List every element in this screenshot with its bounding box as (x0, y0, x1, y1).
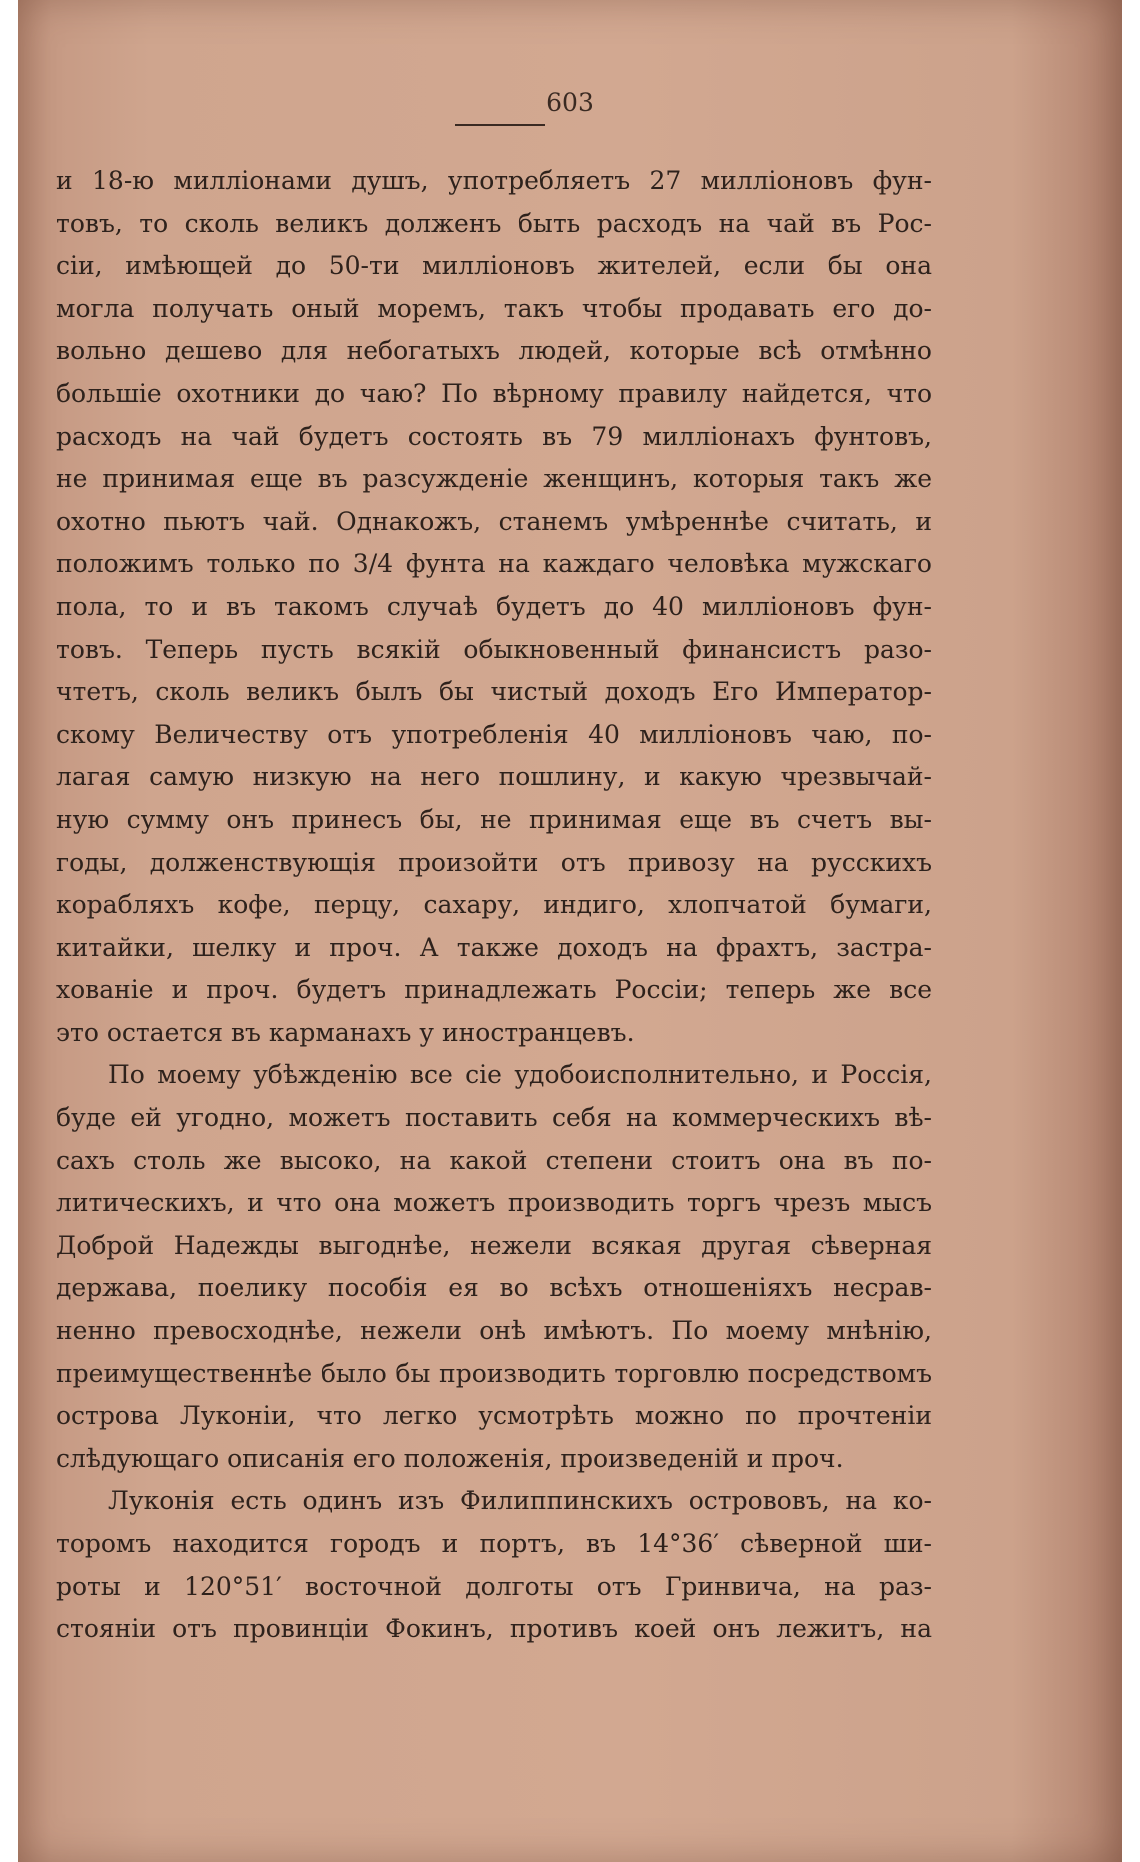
text-line: Луконія есть одинъ изъ Филиппинскихъ острововъ, на ко- (108, 1486, 932, 1516)
text-line: роты и 120°51′ восточной долготы отъ Гринвича, на раз- (56, 1571, 932, 1601)
text-line: китайки, шелку и проч. А также доходъ на фрахтъ, застра- (56, 932, 932, 962)
text-line: товъ. Теперь пусть всякій обыкновенный финансистъ разо- (56, 634, 932, 664)
text-line: годы, долженствующія произойти отъ привозу на русскихъ (56, 847, 932, 877)
text-line: чтетъ, сколь великъ былъ бы чистый доходъ Его Император- (56, 677, 932, 707)
text-line: не принимая еще въ разсужденіе женщинъ, которыя такъ же (56, 464, 932, 494)
text-line: положимъ только по 3/4 фунта на каждаго человѣка мужскаго (56, 549, 932, 579)
text-line: слѣдующаго описанія его положенія, произведеній и проч. (56, 1443, 844, 1473)
text-line: это остается въ карманахъ у иностранцевъ. (56, 1017, 635, 1047)
text-line: вольно дешево для небогатыхъ людей, которые всѣ отмѣнно (56, 336, 932, 366)
text-line: острова Луконіи, что легко усмотрѣть можно по прочтеніи (56, 1401, 932, 1431)
text-line: ную сумму онъ принесъ бы, не принимая еще въ счетъ вы- (56, 804, 932, 834)
text-line: лагая самую низкую на него пошлину, и какую чрезвычай- (56, 762, 932, 792)
text-line: ненно превосходнѣе, нежели онѣ имѣютъ. По моему мнѣнію, (56, 1316, 932, 1346)
text-line: По моему убѣжденію все сіе удобоисполнительно, и Россія, (108, 1060, 932, 1090)
text-line: охотно пьютъ чай. Однакожъ, станемъ умѣреннѣе считать, и (56, 506, 932, 536)
text-line: держава, поелику пособія ея во всѣхъ отношеніяхъ несрав- (56, 1273, 932, 1303)
body-text (56, 160, 932, 1651)
text-line: преимущественнѣе было бы производить торговлю посредствомъ (56, 1358, 932, 1388)
page-number-rule (455, 124, 545, 126)
text-line: пола, то и въ такомъ случаѣ будетъ до 40 милліоновъ фун- (56, 591, 932, 621)
text-line: буде ей угодно, можетъ поставить себя на коммерческихъ вѣ- (56, 1103, 932, 1133)
text-line: товъ, то сколь великъ долженъ быть расходъ на чай въ Рос- (56, 208, 932, 238)
text-line: сахъ столь же высоко, на какой степени стоитъ она въ по- (56, 1145, 932, 1175)
text-line: литическихъ, и что она можетъ производить торгъ чрезъ мысъ (56, 1188, 932, 1218)
text-line: и 18-ю милліонами душъ, употребляетъ 27 милліоновъ фун- (56, 166, 932, 195)
text-line: Доброй Надежды выгоднѣе, нежели всякая другая сѣверная (56, 1230, 932, 1260)
text-line: корабляхъ кофе, перцу, сахару, индиго, хлопчатой бумаги, (56, 890, 932, 920)
text-line: торомъ находится городъ и портъ, въ 14°36′ сѣверной ши- (56, 1529, 932, 1558)
text-line: хованіе и проч. будетъ принадлежать Россіи; теперь же все (56, 975, 932, 1005)
text-line: сіи, имѣющей до 50-ти милліоновъ жителей, если бы она (56, 251, 932, 281)
text-line: скому Величеству отъ употребленія 40 милліоновъ чаю, по- (56, 719, 932, 749)
text-line: стояніи отъ провинціи Фокинъ, противъ коей онъ лежитъ, на (56, 1614, 932, 1644)
text-line: могла получать оный моремъ, такъ чтобы продавать его до- (56, 293, 932, 323)
text-line: большіе охотники до чаю? По вѣрному правилу найдется, что (56, 378, 932, 408)
page-number: 603 (546, 88, 594, 117)
text-line: расходъ на чай будетъ состоять въ 79 милліонахъ фунтовъ, (56, 421, 932, 451)
